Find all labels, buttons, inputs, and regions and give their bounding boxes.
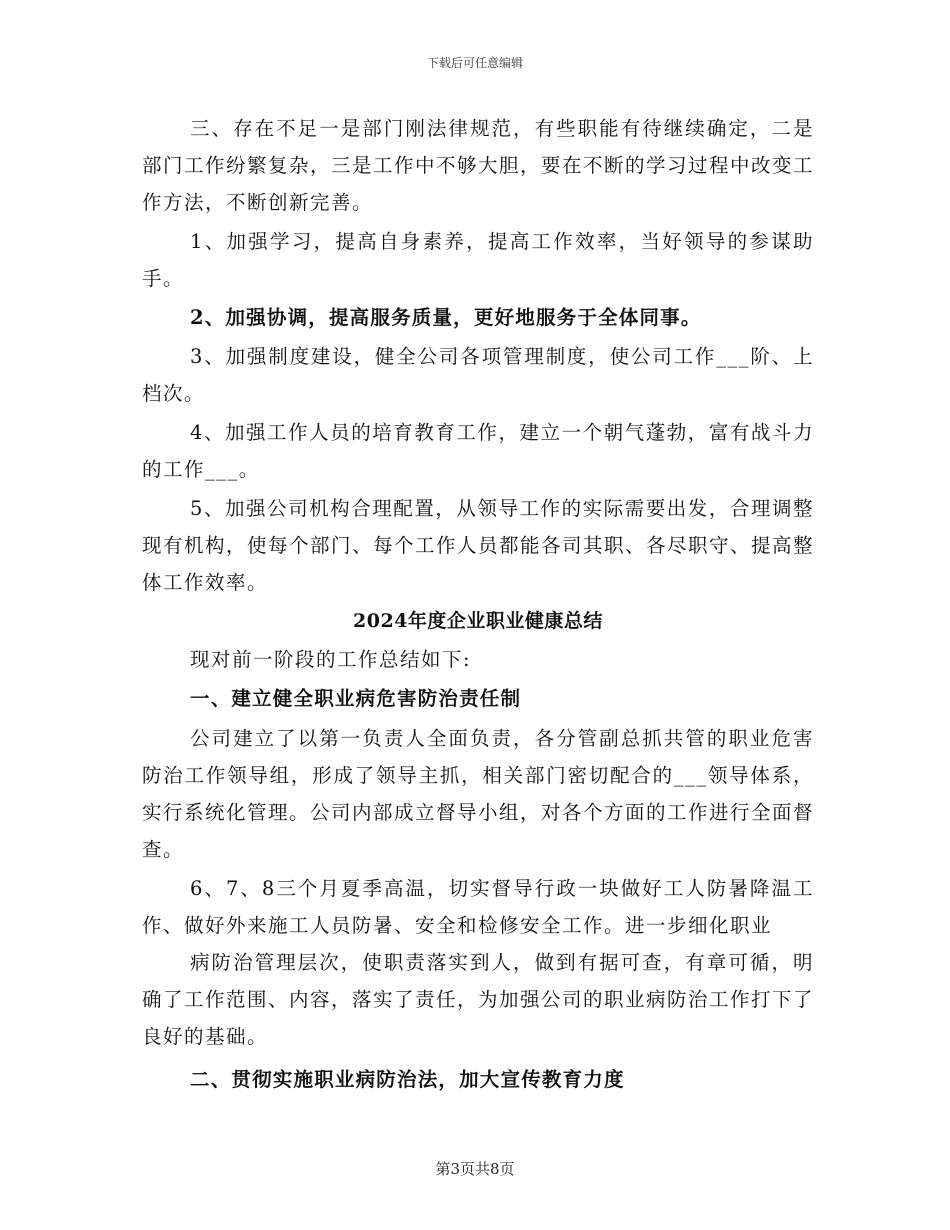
paragraph-item-3: 3、加强制度建设，健全公司各项管理制度，使公司工作___阶、上档次。 [142, 345, 814, 405]
section-1-paragraph-2b: 病防治管理层次，使职责落实到人，做到有据可查，有章可循，明确了工作范围、内容，落实了责任，为加强公司的职业病防治工作打下了良好的基础。 [142, 951, 815, 1048]
page-footer: 第3页共8页 [435, 1160, 515, 1178]
paragraph-item-1: 1、加强学习，提高自身素养，提高工作效率，当好领导的参谋助手。 [142, 230, 814, 290]
document-body [142, 110, 814, 1101]
paragraph-item-4: 4、加强工作人员的培育教育工作，建立一个朝气蓬勃，富有战斗力的工作___。 [142, 421, 814, 481]
section-1-paragraph-2a: 6、7、8三个月夏季高温，切实督导行政一块做好工人防暑降温工作、做好外来施工人员防暑、安全和检修安全工作。进一步细化职业 [142, 877, 814, 937]
paragraph-item-5: 5、加强公司机构合理配置，从领导工作的实际需要出发，合理调整现有机构，使每个部门、每个工作人员都能各司其职、各尽职守、提高整体工作效率。 [142, 497, 815, 594]
paragraph-shortcomings: 三、存在不足一是部门刚法律规范，有些职能有待继续确定，二是部门工作纷繁复杂，三是工作中不够大胆，要在不断的学习过程中改变工作方法，不断创新完善。 [142, 117, 815, 214]
document-title: 2024年度企业职业健康总结 [353, 610, 603, 632]
page-header: 下载后可任意编辑 [426, 56, 523, 70]
section-1-paragraph-1: 公司建立了以第一负责人全面负责，各分管副总抓共管的职业危害防治工作领导组，形成了领导主抓，相关部门密切配合的___领导体系，实行系统化管理。公司内部成立督导小组，对各个方面的工作进行全面督查。 [142, 727, 815, 861]
intro-paragraph: 现对前一阶段的工作总结如下: [190, 648, 472, 671]
section-1-heading: 一、建立健全职业病危害防治责任制 [190, 687, 522, 710]
paragraph-item-2: 2、加强协调，提高服务质量，更好地服务于全体同事。 [190, 306, 702, 329]
section-2-heading: 二、贯彻实施职业病防治法，加大宣传教育力度 [190, 1068, 625, 1091]
